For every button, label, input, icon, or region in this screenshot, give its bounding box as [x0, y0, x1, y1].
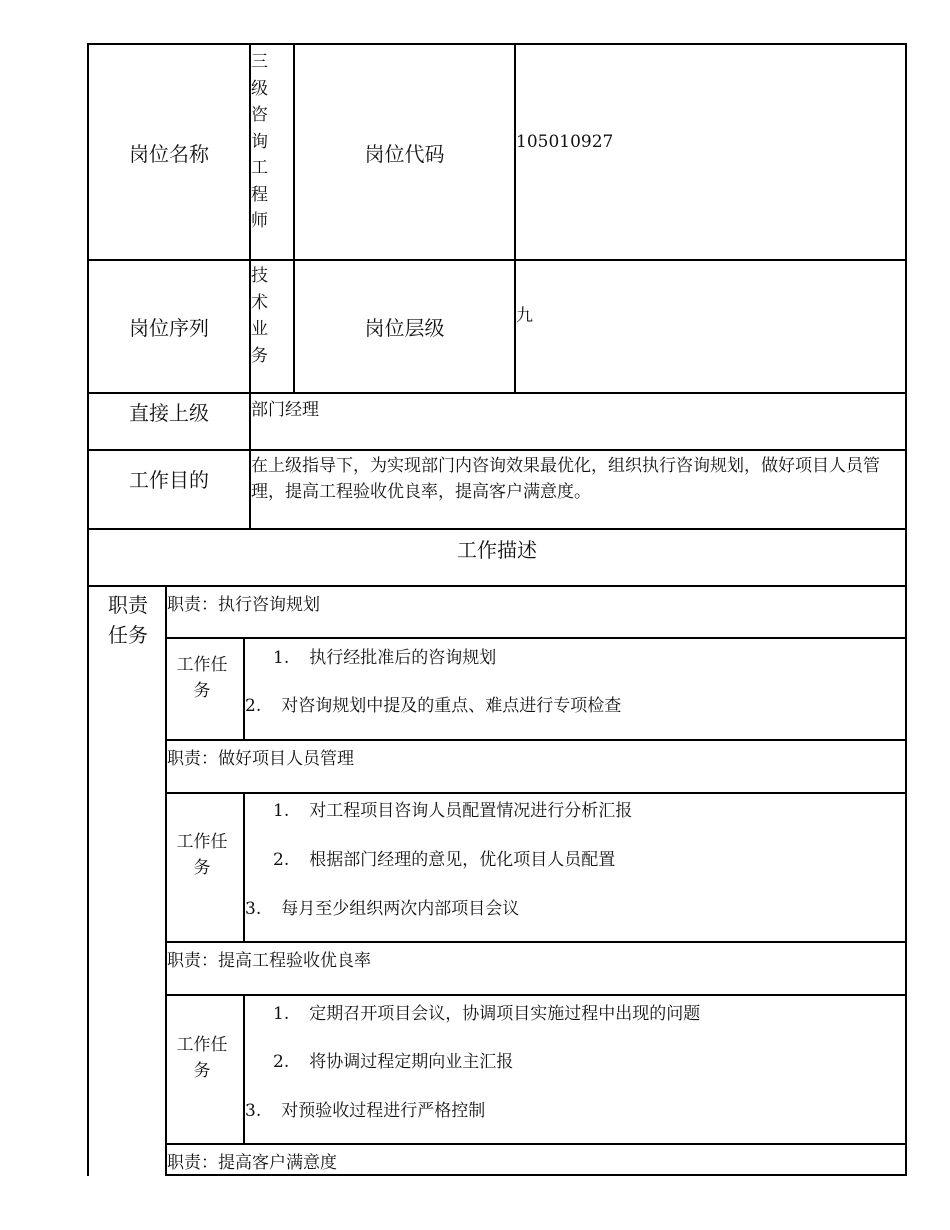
task-label: 工作任务: [176, 655, 228, 701]
superior-value: 部门经理: [251, 400, 319, 420]
task-item: 3. 每月至少组织两次内部项目会议: [245, 899, 520, 919]
description-title: 工作描述: [457, 537, 537, 562]
post-series-label: 岗位序列: [129, 316, 209, 340]
post-series-value: 技术业务: [251, 266, 268, 366]
duty-title: 职责：提高客户满意度: [167, 1153, 337, 1173]
task-label: 工作任务: [176, 832, 228, 878]
purpose-value: 在上级指导下，为实现部门内咨询效果最优化，组织执行咨询规划，做好项目人员管理，提高工程验收优良率，提高客户满意度。: [251, 456, 880, 502]
superior-label: 直接上级: [129, 400, 209, 425]
duty-title: 职责：执行咨询规划: [167, 595, 320, 615]
task-item: 1. 定期召开项目会议，协调项目实施过程中出现的问题: [273, 1004, 701, 1024]
task-label: 工作任务: [176, 1035, 228, 1081]
post-level-value: 九: [516, 306, 533, 326]
task-item: 2. 将协调过程定期向业主汇报: [273, 1052, 514, 1072]
post-code-label: 岗位代码: [364, 141, 445, 166]
duties-label: 职责任务: [108, 593, 148, 647]
post-name-value: 三级咨询工程师: [251, 52, 268, 231]
duty-title: 职责：做好项目人员管理: [167, 749, 354, 769]
purpose-label: 工作目的: [129, 468, 209, 492]
task-item: 2. 对咨询规划中提及的重点、难点进行专项检查: [245, 696, 622, 716]
post-code-value: 105010927: [516, 132, 614, 152]
task-item: 1. 对工程项目咨询人员配置情况进行分析汇报: [273, 801, 633, 821]
task-item: 2. 根据部门经理的意见，优化项目人员配置: [273, 850, 616, 870]
duty-title: 职责：提高工程验收优良率: [167, 951, 371, 971]
task-item: 1. 执行经批准后的咨询规划: [273, 648, 497, 668]
post-name-label: 岗位名称: [129, 141, 209, 166]
post-level-label: 岗位层级: [364, 316, 445, 340]
task-item: 3. 对预验收过程进行严格控制: [245, 1101, 486, 1121]
